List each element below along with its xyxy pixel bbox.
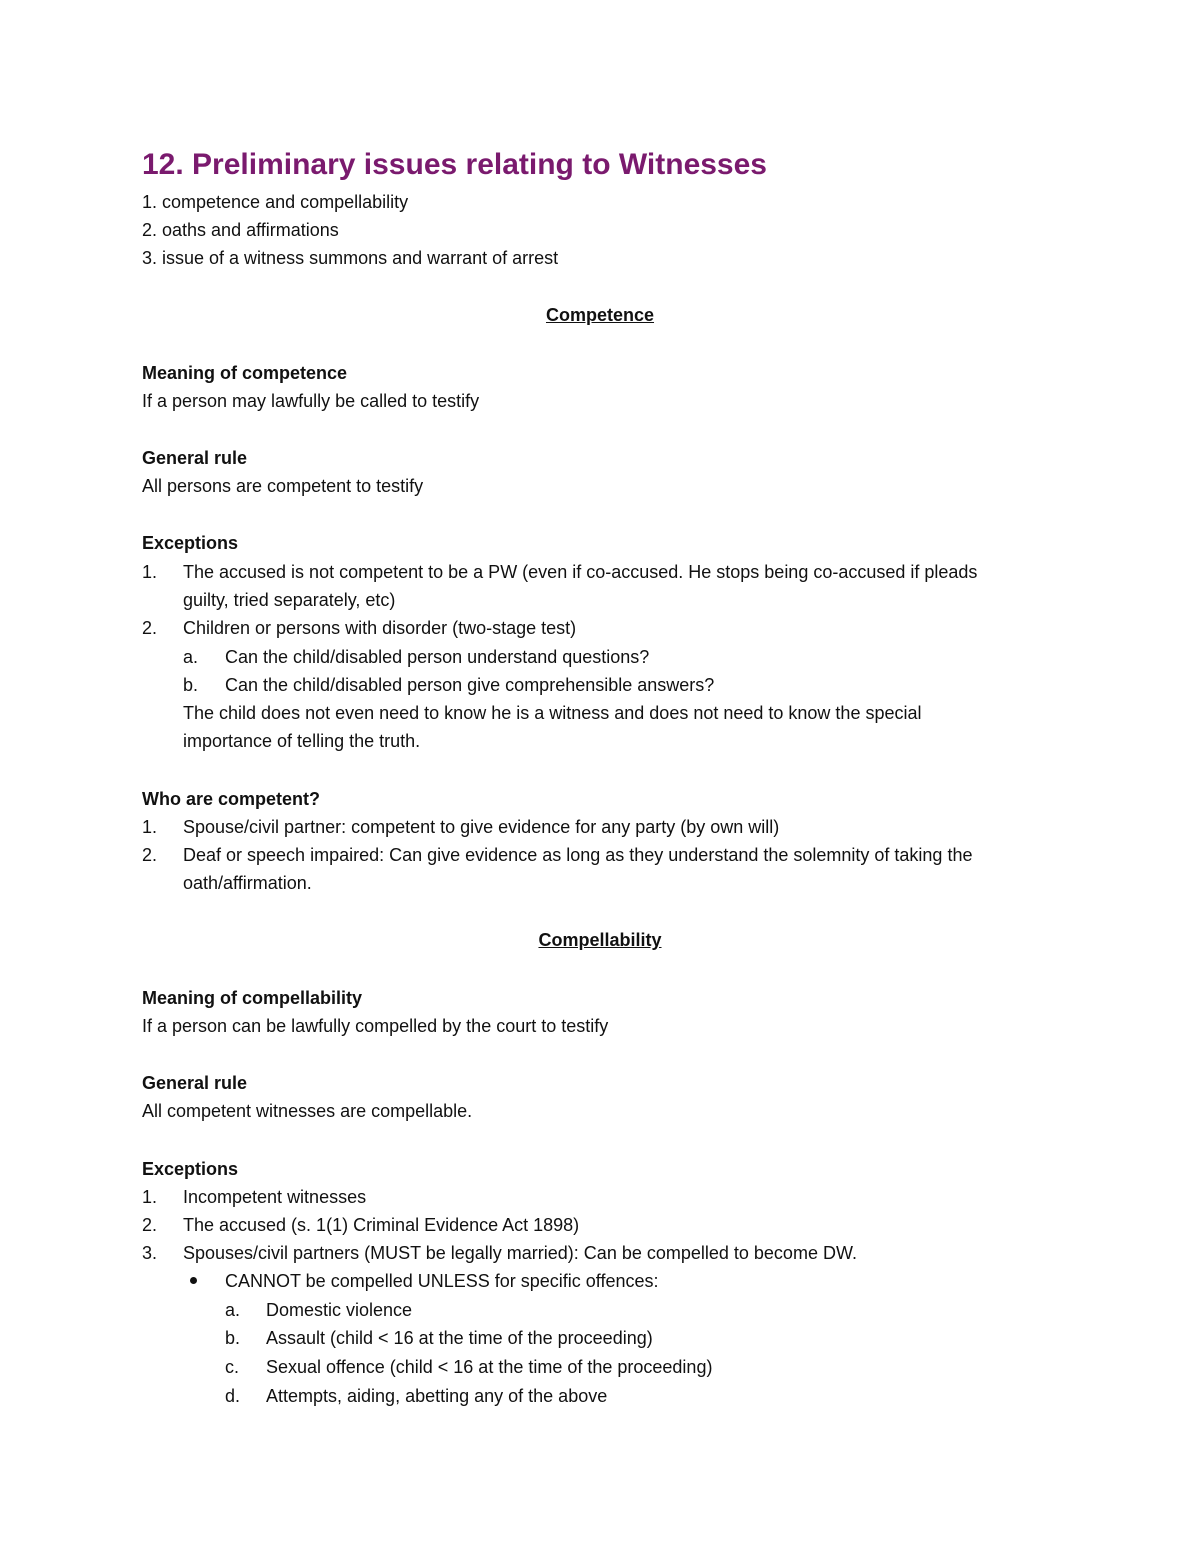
sublist-item-text: Can the child/disabled person give comprehensible answers? [225, 675, 715, 695]
list-number: 2. [142, 845, 158, 865]
sublist-letter: a. [183, 647, 199, 667]
competence-general-rule-text: All persons are competent to testify [142, 476, 424, 496]
list-number: 1. [142, 1187, 158, 1207]
compellability-meaning-text: If a person can be lawfully compelled by the court to testify [142, 1016, 609, 1036]
who-competent-label: Who are competent? [142, 789, 321, 809]
list-number: 2. [142, 1215, 158, 1235]
note-text: importance of telling the truth. [183, 731, 421, 751]
list-number: 1. [142, 562, 158, 582]
list-item-text: Children or persons with disorder (two-stage test) [183, 618, 577, 638]
list-number: 1. [142, 817, 158, 837]
competence-meaning-label: Meaning of competence [142, 363, 348, 383]
sublist-item-text: Attempts, aiding, abetting any of the above [266, 1386, 608, 1406]
competence-general-rule-label: General rule [142, 448, 248, 468]
list-item-text: The accused is not competent to be a PW (even if co-accused. He stops being co-accused if pleads [183, 562, 978, 582]
list-item-text: guilty, tried separately, etc) [183, 590, 396, 610]
sublist-item-text: Domestic violence [266, 1300, 413, 1320]
sublist-letter: a. [225, 1300, 241, 1320]
sublist-item-text: Can the child/disabled person understand questions? [225, 647, 650, 667]
compellability-meaning-label: Meaning of compellability [142, 988, 363, 1008]
sublist-letter: c. [225, 1357, 240, 1377]
list-item-text: Deaf or speech impaired: Can give evidence as long as they understand the solemnity of taking the [183, 845, 973, 865]
sublist-letter: b. [225, 1328, 241, 1348]
bullet-icon [190, 1277, 197, 1284]
note-text: The child does not even need to know he is a witness and does not need to know the special [183, 703, 922, 723]
list-item-text: Incompetent witnesses [183, 1187, 367, 1207]
compellability-exceptions-label: Exceptions [142, 1159, 239, 1179]
competence-exceptions-label: Exceptions [142, 533, 239, 553]
list-item-text: oath/affirmation. [183, 873, 312, 893]
document-title: 12. Preliminary issues relating to Witnesses [142, 148, 767, 181]
list-item-text: The accused (s. 1(1) Criminal Evidence Act 1898) [183, 1215, 580, 1235]
competence-meaning-text: If a person may lawfully be called to testify [142, 391, 480, 411]
sublist-item-text: Sexual offence (child < 16 at the time of the proceeding) [266, 1357, 713, 1377]
bullet-item-text: CANNOT be compelled UNLESS for specific offences: [225, 1271, 659, 1291]
compellability-general-rule-text: All competent witnesses are compellable. [142, 1101, 473, 1121]
intro-item: 2. oaths and affirmations [142, 220, 339, 240]
sublist-item-text: Assault (child < 16 at the time of the proceeding) [266, 1328, 653, 1348]
sublist-letter: b. [183, 675, 199, 695]
intro-item: 1. competence and compellability [142, 192, 409, 212]
intro-item: 3. issue of a witness summons and warrant of arrest [142, 248, 559, 268]
competence-heading: Competence [545, 305, 655, 325]
compellability-heading: Compellability [538, 930, 662, 950]
list-item-text: Spouse/civil partner: competent to give evidence for any party (by own will) [183, 817, 780, 837]
sublist-letter: d. [225, 1386, 241, 1406]
list-number: 3. [142, 1243, 158, 1263]
compellability-general-rule-label: General rule [142, 1073, 248, 1093]
list-number: 2. [142, 618, 158, 638]
list-item-text: Spouses/civil partners (MUST be legally married): Can be compelled to become DW. [183, 1243, 857, 1263]
